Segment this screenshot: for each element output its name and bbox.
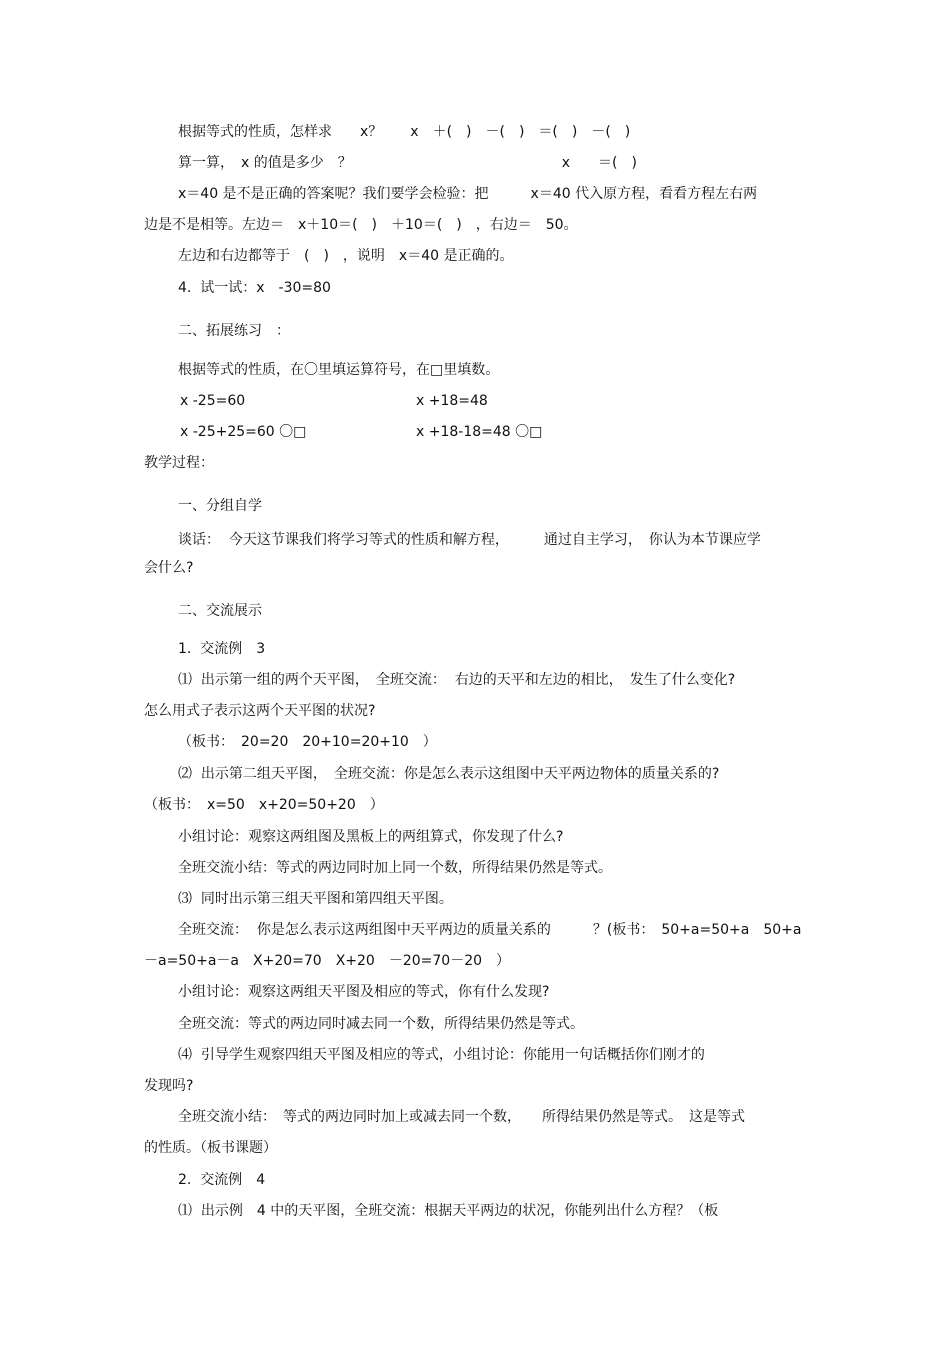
text-line: 全班交流：等式的两边同时减去同一个数，所得结果仍然是等式。 — [178, 1016, 584, 1032]
text-line: 会什么? — [144, 560, 194, 576]
text-line: 1. 交流例 3 — [178, 641, 266, 657]
text-line: 全班交流小结： 等式的两边同时加上或减去同一个数， 所得结果仍然是等式。 这是等式 — [178, 1109, 745, 1125]
text-line: ⑴ 出示例 4 中的天平图，全班交流：根据天平两边的状况，你能列出什么方程？（板 — [178, 1203, 719, 1219]
section-heading: 教学过程： — [144, 455, 214, 471]
text-line: 根据等式的性质，在〇里填运算符号，在□里填数。 — [178, 362, 500, 378]
text-line: 边是不是相等。左边＝ x＋10＝( ) ＋10＝( ) ，右边＝ 50。 — [144, 217, 578, 233]
text-line: （板书： 20=20 20+10=20+10 ） — [178, 734, 437, 750]
text-line: 小组讨论：观察这两组天平图及相应的等式，你有什么发现? — [178, 984, 550, 1000]
text-line: 4. 试一试：x -30=80 — [178, 280, 331, 296]
equation: x +18-18=48 〇□ — [416, 424, 543, 440]
text-line: 根据等式的性质，怎样求 x？ x ＋( ) －( ) ＝( ) －( ) — [178, 124, 631, 140]
text-line: ⑴ 出示第一组的两个天平图， 全班交流： 右边的天平和左边的相比， 发生了什么变化? — [178, 672, 736, 688]
text-line: 2. 交流例 4 — [178, 1172, 266, 1188]
text-line: 的性质。（板书课题） — [144, 1140, 277, 1156]
section-heading: 二、拓展练习 ： — [178, 323, 290, 339]
equation: x +18=48 — [416, 393, 488, 409]
text-line: 谈话： 今天这节课我们将学习等式的性质和解方程， 通过自主学习， 你认为本节课应学 — [178, 532, 761, 548]
equation: x -25=60 — [180, 393, 246, 409]
text-line: ⑶ 同时出示第三组天平图和第四组天平图。 — [178, 891, 453, 907]
text-line: 全班交流小结：等式的两边同时加上同一个数，所得结果仍然是等式。 — [178, 860, 612, 876]
text-line: 算一算， x 的值是多少 ？ x ＝( ) — [178, 155, 637, 171]
text-line: ⑵ 出示第二组天平图， 全班交流：你是怎么表示这组图中天平两边物体的质量关系的? — [178, 766, 720, 782]
text-line: x＝40 是不是正确的答案呢？我们要学会检验：把 x＝40 代入原方程，看看方程左右两 — [178, 186, 758, 202]
text-line: 全班交流： 你是怎么表示这两组图中天平两边的质量关系的 ？(板书： 50+a=50+a 50+a — [178, 922, 802, 938]
section-heading: 一、分组自学 — [178, 498, 262, 514]
text-line: －a=50+a－a X+20=70 X+20 －20=70－20 ） — [144, 953, 511, 969]
text-line: 左边和右边都等于 ( ) ，说明 x＝40 是正确的。 — [178, 248, 514, 264]
text-line: ⑷ 引导学生观察四组天平图及相应的等式，小组讨论：你能用一句话概括你们刚才的 — [178, 1047, 705, 1063]
text-line: 发现吗? — [144, 1078, 194, 1094]
equation: x -25+25=60 〇□ — [180, 424, 307, 440]
text-line: 怎么用式子表示这两个天平图的状况? — [144, 703, 376, 719]
section-heading: 二、交流展示 — [178, 603, 262, 619]
text-line: 小组讨论：观察这两组图及黑板上的两组算式，你发现了什么? — [178, 829, 564, 845]
text-line: （板书： x=50 x+20=50+20 ） — [144, 797, 384, 813]
